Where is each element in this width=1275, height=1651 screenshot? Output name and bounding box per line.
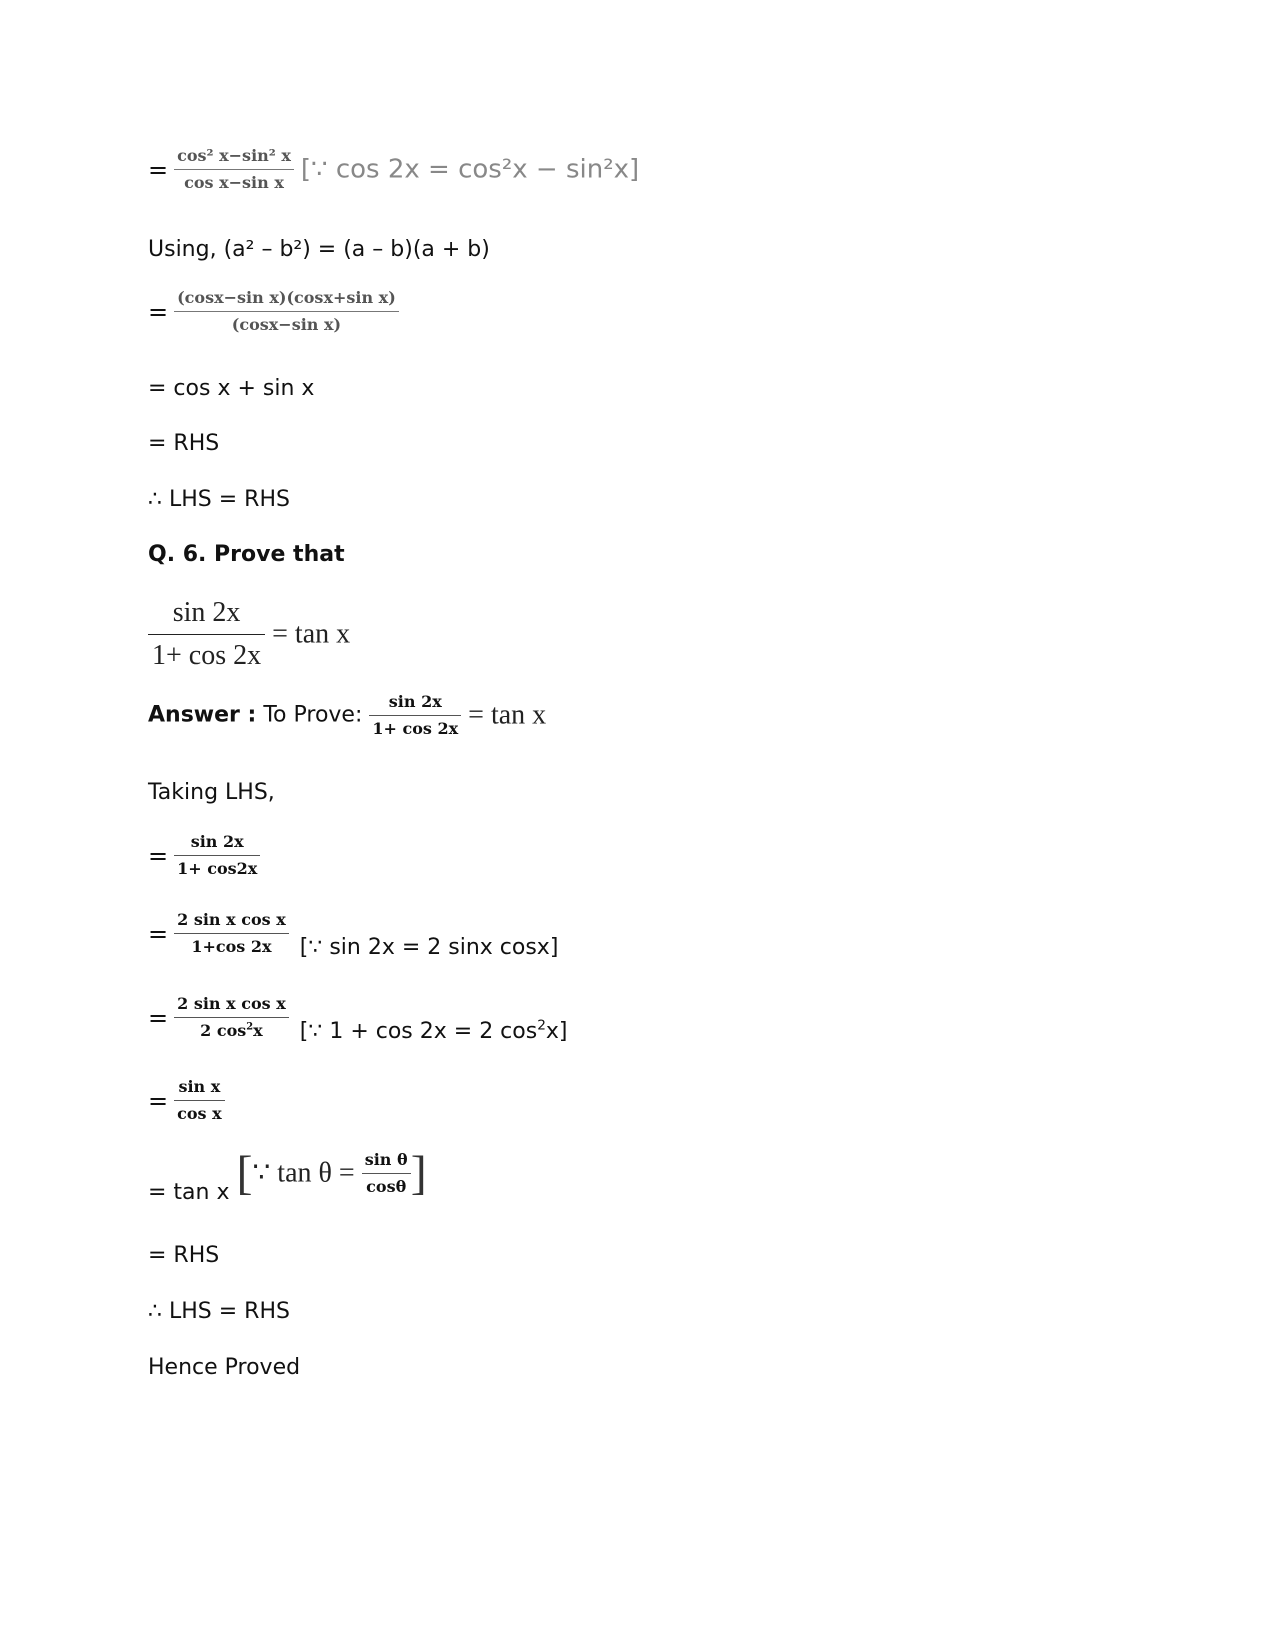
- fraction: [174, 146, 294, 193]
- denominator: (cosx−sin x): [231, 315, 342, 334]
- equals-sign: =: [148, 297, 169, 326]
- answer-line: [148, 692, 546, 739]
- tan-result: = tan x: [148, 1180, 230, 1205]
- result-line: = cos x + sin x: [148, 376, 315, 401]
- numerator: sin 2x: [148, 596, 265, 635]
- equals-sign: =: [148, 919, 169, 948]
- denominator: 2 $\cos^2x$: [200, 1021, 263, 1040]
- equation-line-11: [148, 832, 260, 879]
- denominator: 1+ cos 2x: [372, 719, 459, 738]
- denominator: 1+ cos2x: [177, 859, 258, 878]
- equals-sign: =: [148, 1003, 169, 1032]
- identity-statement: Using, (a² – b²) = (a – b)(a + b): [148, 237, 490, 262]
- identity-note: [∵ 1 + cos 2x = 2 $\cos^2x$]: [299, 1017, 568, 1044]
- fraction: [369, 692, 461, 739]
- question-equation: [148, 596, 350, 673]
- denominator: cosθ: [366, 1177, 407, 1196]
- left-bracket: [: [236, 1146, 253, 1200]
- numerator: sin θ: [362, 1150, 411, 1174]
- taking-lhs: Taking LHS,: [148, 780, 275, 805]
- numerator: sin x: [174, 1077, 225, 1101]
- equals-sign: =: [148, 1086, 169, 1115]
- denominator: cos x: [177, 1104, 222, 1123]
- conclusion-line: ∴ LHS = RHS: [148, 1299, 290, 1324]
- equation-line-13: [148, 994, 568, 1044]
- fraction: [174, 910, 289, 957]
- equation-rhs: = tan x: [272, 618, 351, 650]
- rhs-line: = RHS: [148, 1243, 220, 1268]
- fraction: [174, 288, 399, 335]
- hence-proved: Hence Proved: [148, 1355, 301, 1380]
- denominator: 1+ cos 2x: [152, 640, 262, 671]
- equation-line-12: [148, 910, 559, 960]
- equation-line-1: [148, 146, 639, 193]
- numerator: cos² x−sin² x: [174, 146, 294, 170]
- equation-line-14: [148, 1077, 225, 1124]
- right-bracket: ]: [410, 1146, 427, 1200]
- fraction: [174, 832, 260, 879]
- fraction: [148, 596, 265, 673]
- equals-sign: =: [148, 155, 169, 184]
- identity-note: [∵ cos 2x = cos²x − sin²x]: [300, 154, 640, 185]
- denominator: 1+cos 2x: [191, 937, 272, 956]
- fraction: [174, 994, 289, 1041]
- fraction: [362, 1150, 411, 1197]
- conclusion-line: ∴ LHS = RHS: [148, 487, 290, 512]
- numerator: sin 2x: [174, 832, 260, 856]
- numerator: 2 sin x cos x: [174, 994, 289, 1018]
- answer-text: To Prove:: [263, 702, 363, 728]
- fraction: [174, 1077, 225, 1124]
- numerator: 2 sin x cos x: [174, 910, 289, 934]
- question-heading: Q. 6. Prove that: [148, 542, 345, 567]
- answer-label: Answer :: [148, 702, 257, 728]
- equation-line-15: [148, 1146, 427, 1205]
- equals-sign: =: [148, 841, 169, 870]
- rhs-line: = RHS: [148, 431, 220, 456]
- numerator: sin 2x: [369, 692, 461, 716]
- identity-note: [∵ sin 2x = 2 sinx cosx]: [299, 934, 559, 960]
- bracket-inner: ∵ tan θ =: [252, 1157, 355, 1189]
- equation-rhs: = tan x: [468, 699, 547, 731]
- equation-line-3: [148, 288, 399, 335]
- numerator: (cosx−sin x)(cosx+sin x): [174, 288, 399, 312]
- denominator: cos x−sin x: [184, 173, 284, 192]
